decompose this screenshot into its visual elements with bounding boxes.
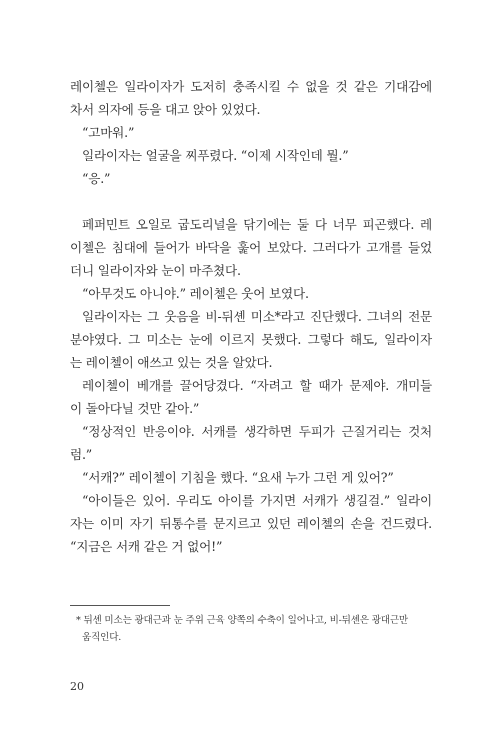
body-line: 더니 일라이자와 눈이 마주쳤다.	[70, 263, 241, 278]
body-line: 이첼은 침대에 들어가 바닥을 훑어 보았다. 그러다가 고개를 들었	[70, 240, 432, 255]
body-line: 페퍼민트 오일로 굽도리널을 닦기에는 둘 다 너무 피곤했다. 레	[82, 217, 432, 232]
body-line: 자는 이미 자기 뒤통수를 문지르고 있던 레이첼의 손을 건드렸다.	[70, 516, 432, 531]
body-line: 는 레이첼이 애쓰고 있는 것을 알았다.	[70, 355, 273, 370]
body-line: 차서 의자에 등을 대고 앉아 있었다.	[70, 102, 261, 117]
body-line: 레이첼은 일라이자가 도저히 충족시킬 수 없을 것 같은 기대감에	[70, 79, 432, 94]
body-line: “지금은 서캐 같은 거 없어!”	[70, 539, 223, 554]
body-line: “아무것도 아니야.” 레이첼은 웃어 보였다.	[82, 286, 309, 301]
body-line: “정상적인 반응이야. 서캐를 생각하면 두피가 근질거리는 것처	[82, 424, 432, 439]
page-number: 20	[70, 680, 84, 693]
footnote-line: * 뒤셴 미소는 광대근과 눈 주위 근육 양쪽의 수축이 일어나고, 비-뒤셴은 광대근만	[76, 615, 408, 626]
body-line: 레이첼이 베개를 끌어당겼다. “자려고 할 때가 문제야. 개미들	[82, 378, 432, 393]
body-line: 일라이자는 그 웃음을 비-뒤셴 미소*라고 진단했다. 그녀의 전문	[82, 309, 432, 324]
body-line: “고마워.”	[82, 125, 135, 140]
body-line: 일라이자는 얼굴을 찌푸렸다. “이제 시작인데 뭘.”	[82, 148, 349, 163]
body-line: 럼.”	[70, 447, 93, 462]
body-line: “아이들은 있어. 우리도 아이를 가지면 서캐가 생길걸.” 일라이	[82, 493, 432, 508]
footnote-divider	[70, 605, 170, 606]
body-line: “서캐?” 레이첼이 기침을 했다. “요새 누가 그런 게 있어?”	[82, 470, 394, 485]
footnote-line: 움직인다.	[82, 632, 122, 643]
body-line: 분야였다. 그 미소는 눈에 이르지 못했다. 그렇다 해도, 일라이자	[70, 332, 432, 347]
body-line: 이 돌아다닐 것만 같아.”	[70, 401, 200, 416]
body-line: “응.”	[82, 171, 111, 186]
